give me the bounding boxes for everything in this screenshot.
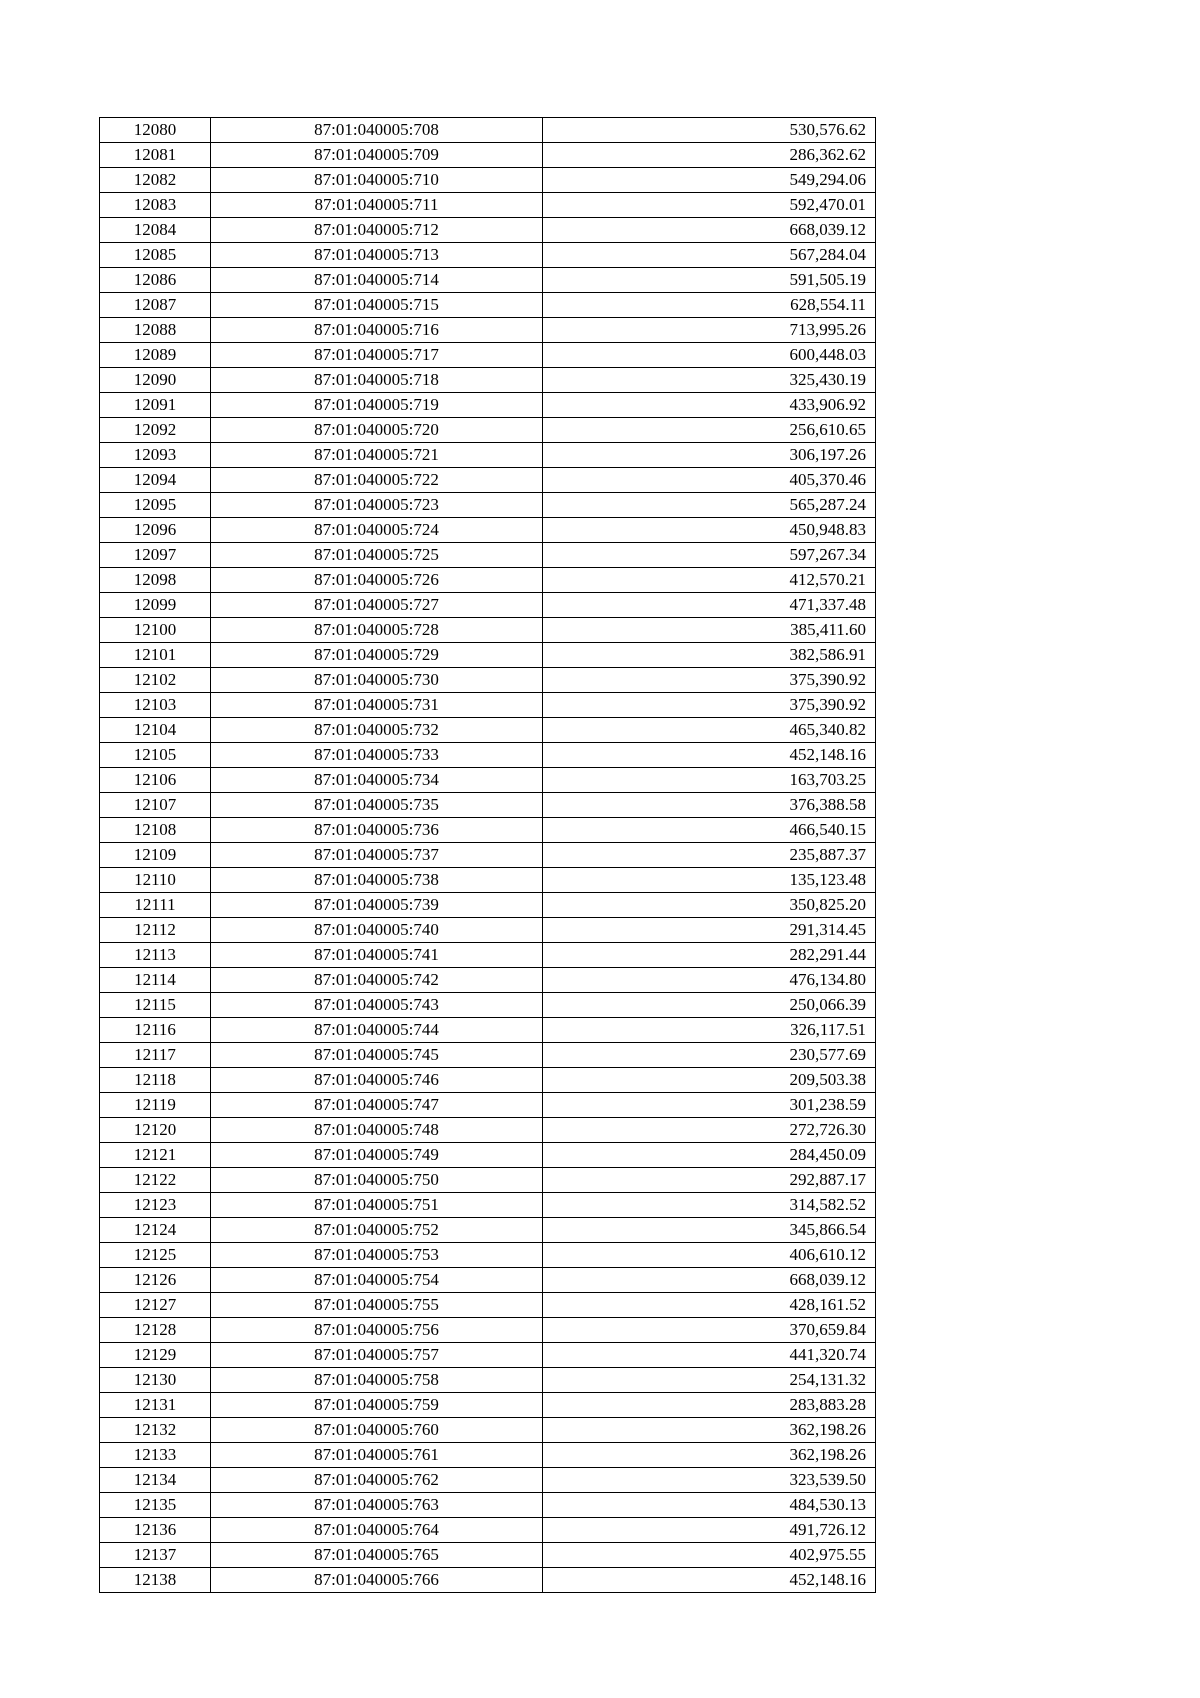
- table-row: [100, 718, 876, 743]
- row-number-cell: 12115: [100, 993, 211, 1018]
- row-number-cell: 12131: [100, 1393, 211, 1418]
- table-row: [100, 1218, 876, 1243]
- value-cell: 385,411.60: [543, 618, 876, 643]
- cadastral-number-cell: 87:01:040005:713: [211, 243, 543, 268]
- table-row: [100, 893, 876, 918]
- cadastral-number-cell: 87:01:040005:727: [211, 593, 543, 618]
- value-cell: 230,577.69: [543, 1043, 876, 1068]
- value-cell: 209,503.38: [543, 1068, 876, 1093]
- cadastral-number-cell: 87:01:040005:716: [211, 318, 543, 343]
- row-number-cell: 12091: [100, 393, 211, 418]
- cadastral-number-cell: 87:01:040005:746: [211, 1068, 543, 1093]
- table-row: [100, 518, 876, 543]
- value-cell: 376,388.58: [543, 793, 876, 818]
- row-number-cell: 12136: [100, 1518, 211, 1543]
- value-cell: 406,610.12: [543, 1243, 876, 1268]
- cadastral-number-cell: 87:01:040005:743: [211, 993, 543, 1018]
- value-cell: 292,887.17: [543, 1168, 876, 1193]
- table-row: [100, 593, 876, 618]
- value-cell: 465,340.82: [543, 718, 876, 743]
- table-row: [100, 1568, 876, 1593]
- value-cell: 284,450.09: [543, 1143, 876, 1168]
- table-row: [100, 1093, 876, 1118]
- row-number-cell: 12124: [100, 1218, 211, 1243]
- row-number-cell: 12120: [100, 1118, 211, 1143]
- cadastral-number-cell: 87:01:040005:766: [211, 1568, 543, 1593]
- row-number-cell: 12138: [100, 1568, 211, 1593]
- cadastral-number-cell: 87:01:040005:759: [211, 1393, 543, 1418]
- cadastral-number-cell: 87:01:040005:751: [211, 1193, 543, 1218]
- cadastral-number-cell: 87:01:040005:726: [211, 568, 543, 593]
- table-row: [100, 568, 876, 593]
- table-row: [100, 1518, 876, 1543]
- cadastral-number-cell: 87:01:040005:757: [211, 1343, 543, 1368]
- cadastral-number-cell: 87:01:040005:712: [211, 218, 543, 243]
- table-row: [100, 1443, 876, 1468]
- value-cell: 466,540.15: [543, 818, 876, 843]
- value-cell: 491,726.12: [543, 1518, 876, 1543]
- table-row: [100, 143, 876, 168]
- row-number-cell: 12100: [100, 618, 211, 643]
- row-number-cell: 12090: [100, 368, 211, 393]
- table-row: [100, 1193, 876, 1218]
- row-number-cell: 12092: [100, 418, 211, 443]
- value-cell: 592,470.01: [543, 193, 876, 218]
- row-number-cell: 12094: [100, 468, 211, 493]
- row-number-cell: 12097: [100, 543, 211, 568]
- row-number-cell: 12080: [100, 118, 211, 143]
- value-cell: 591,505.19: [543, 268, 876, 293]
- table-row: [100, 1393, 876, 1418]
- value-cell: 428,161.52: [543, 1293, 876, 1318]
- row-number-cell: 12099: [100, 593, 211, 618]
- cadastral-number-cell: 87:01:040005:764: [211, 1518, 543, 1543]
- value-cell: 530,576.62: [543, 118, 876, 143]
- table-row: [100, 293, 876, 318]
- cadastral-number-cell: 87:01:040005:735: [211, 793, 543, 818]
- value-cell: 301,238.59: [543, 1093, 876, 1118]
- cadastral-number-cell: 87:01:040005:752: [211, 1218, 543, 1243]
- row-number-cell: 12083: [100, 193, 211, 218]
- table-row: [100, 1318, 876, 1343]
- cadastral-number-cell: 87:01:040005:719: [211, 393, 543, 418]
- value-cell: 235,887.37: [543, 843, 876, 868]
- cadastral-number-cell: 87:01:040005:715: [211, 293, 543, 318]
- cadastral-number-cell: 87:01:040005:739: [211, 893, 543, 918]
- row-number-cell: 12093: [100, 443, 211, 468]
- value-cell: 402,975.55: [543, 1543, 876, 1568]
- value-cell: 476,134.80: [543, 968, 876, 993]
- cadastral-number-cell: 87:01:040005:717: [211, 343, 543, 368]
- row-number-cell: 12107: [100, 793, 211, 818]
- cadastral-number-cell: 87:01:040005:708: [211, 118, 543, 143]
- row-number-cell: 12098: [100, 568, 211, 593]
- row-number-cell: 12135: [100, 1493, 211, 1518]
- table-row: [100, 1143, 876, 1168]
- table-row: [100, 1468, 876, 1493]
- row-number-cell: 12127: [100, 1293, 211, 1318]
- table-row: [100, 343, 876, 368]
- table-row: [100, 943, 876, 968]
- value-cell: 600,448.03: [543, 343, 876, 368]
- row-number-cell: 12082: [100, 168, 211, 193]
- row-number-cell: 12122: [100, 1168, 211, 1193]
- table-row: [100, 693, 876, 718]
- value-cell: 375,390.92: [543, 668, 876, 693]
- table-row: [100, 843, 876, 868]
- table-row: [100, 743, 876, 768]
- value-cell: 484,530.13: [543, 1493, 876, 1518]
- table-row: [100, 818, 876, 843]
- cadastral-number-cell: 87:01:040005:709: [211, 143, 543, 168]
- row-number-cell: 12111: [100, 893, 211, 918]
- cadastral-number-cell: 87:01:040005:738: [211, 868, 543, 893]
- row-number-cell: 12114: [100, 968, 211, 993]
- row-number-cell: 12132: [100, 1418, 211, 1443]
- table-row: [100, 393, 876, 418]
- table-row: [100, 1368, 876, 1393]
- cadastral-number-cell: 87:01:040005:749: [211, 1143, 543, 1168]
- row-number-cell: 12130: [100, 1368, 211, 1393]
- value-cell: 314,582.52: [543, 1193, 876, 1218]
- value-cell: 597,267.34: [543, 543, 876, 568]
- cadastral-number-cell: 87:01:040005:714: [211, 268, 543, 293]
- cadastral-number-cell: 87:01:040005:760: [211, 1418, 543, 1443]
- row-number-cell: 12101: [100, 643, 211, 668]
- cadastral-number-cell: 87:01:040005:734: [211, 768, 543, 793]
- table-row: [100, 468, 876, 493]
- row-number-cell: 12105: [100, 743, 211, 768]
- table-row: [100, 243, 876, 268]
- value-cell: 433,906.92: [543, 393, 876, 418]
- table-row: [100, 1293, 876, 1318]
- value-cell: 471,337.48: [543, 593, 876, 618]
- cadastral-number-cell: 87:01:040005:737: [211, 843, 543, 868]
- value-cell: 565,287.24: [543, 493, 876, 518]
- cadastral-number-cell: 87:01:040005:755: [211, 1293, 543, 1318]
- value-cell: 713,995.26: [543, 318, 876, 343]
- table-row: [100, 643, 876, 668]
- value-cell: 628,554.11: [543, 293, 876, 318]
- table-row: [100, 418, 876, 443]
- row-number-cell: 12133: [100, 1443, 211, 1468]
- row-number-cell: 12095: [100, 493, 211, 518]
- value-cell: 323,539.50: [543, 1468, 876, 1493]
- table-row: [100, 218, 876, 243]
- table-row: [100, 168, 876, 193]
- row-number-cell: 12086: [100, 268, 211, 293]
- table-row: [100, 193, 876, 218]
- cadastral-number-cell: 87:01:040005:762: [211, 1468, 543, 1493]
- cadastral-number-cell: 87:01:040005:747: [211, 1093, 543, 1118]
- cadastral-number-cell: 87:01:040005:745: [211, 1043, 543, 1068]
- cadastral-number-cell: 87:01:040005:718: [211, 368, 543, 393]
- value-cell: 306,197.26: [543, 443, 876, 468]
- row-number-cell: 12110: [100, 868, 211, 893]
- value-cell: 405,370.46: [543, 468, 876, 493]
- table-row: [100, 1118, 876, 1143]
- table-row: [100, 1493, 876, 1518]
- cadastral-number-cell: 87:01:040005:720: [211, 418, 543, 443]
- row-number-cell: 12088: [100, 318, 211, 343]
- cadastral-number-cell: 87:01:040005:753: [211, 1243, 543, 1268]
- cadastral-number-cell: 87:01:040005:725: [211, 543, 543, 568]
- cadastral-number-cell: 87:01:040005:724: [211, 518, 543, 543]
- row-number-cell: 12119: [100, 1093, 211, 1118]
- value-cell: 350,825.20: [543, 893, 876, 918]
- table-row: [100, 618, 876, 643]
- cadastral-number-cell: 87:01:040005:765: [211, 1543, 543, 1568]
- cadastral-number-cell: 87:01:040005:728: [211, 618, 543, 643]
- value-cell: 282,291.44: [543, 943, 876, 968]
- value-cell: 163,703.25: [543, 768, 876, 793]
- row-number-cell: 12125: [100, 1243, 211, 1268]
- row-number-cell: 12108: [100, 818, 211, 843]
- row-number-cell: 12087: [100, 293, 211, 318]
- cadastral-number-cell: 87:01:040005:723: [211, 493, 543, 518]
- table-row: [100, 268, 876, 293]
- row-number-cell: 12081: [100, 143, 211, 168]
- table-row: [100, 368, 876, 393]
- value-cell: 256,610.65: [543, 418, 876, 443]
- cadastral-number-cell: 87:01:040005:722: [211, 468, 543, 493]
- row-number-cell: 12089: [100, 343, 211, 368]
- cadastral-number-cell: 87:01:040005:730: [211, 668, 543, 693]
- row-number-cell: 12106: [100, 768, 211, 793]
- cadastral-number-cell: 87:01:040005:761: [211, 1443, 543, 1468]
- row-number-cell: 12096: [100, 518, 211, 543]
- row-number-cell: 12109: [100, 843, 211, 868]
- row-number-cell: 12117: [100, 1043, 211, 1068]
- table-row: [100, 1543, 876, 1568]
- table-row: [100, 1168, 876, 1193]
- row-number-cell: 12116: [100, 1018, 211, 1043]
- cadastral-number-cell: 87:01:040005:750: [211, 1168, 543, 1193]
- value-cell: 345,866.54: [543, 1218, 876, 1243]
- row-number-cell: 12137: [100, 1543, 211, 1568]
- row-number-cell: 12129: [100, 1343, 211, 1368]
- table-row: [100, 1268, 876, 1293]
- value-cell: 326,117.51: [543, 1018, 876, 1043]
- cadastral-number-cell: 87:01:040005:711: [211, 193, 543, 218]
- cadastral-number-cell: 87:01:040005:740: [211, 918, 543, 943]
- value-cell: 254,131.32: [543, 1368, 876, 1393]
- value-cell: 362,198.26: [543, 1443, 876, 1468]
- cadastral-number-cell: 87:01:040005:756: [211, 1318, 543, 1343]
- row-number-cell: 12121: [100, 1143, 211, 1168]
- cadastral-number-cell: 87:01:040005:754: [211, 1268, 543, 1293]
- value-cell: 549,294.06: [543, 168, 876, 193]
- value-cell: 135,123.48: [543, 868, 876, 893]
- table-row: [100, 443, 876, 468]
- row-number-cell: 12134: [100, 1468, 211, 1493]
- value-cell: 370,659.84: [543, 1318, 876, 1343]
- row-number-cell: 12084: [100, 218, 211, 243]
- cadastral-number-cell: 87:01:040005:729: [211, 643, 543, 668]
- table-row: [100, 1343, 876, 1368]
- row-number-cell: 12126: [100, 1268, 211, 1293]
- cadastral-number-cell: 87:01:040005:731: [211, 693, 543, 718]
- value-cell: 325,430.19: [543, 368, 876, 393]
- table-row: [100, 918, 876, 943]
- table-row: [100, 793, 876, 818]
- row-number-cell: 12103: [100, 693, 211, 718]
- value-cell: 362,198.26: [543, 1418, 876, 1443]
- cadastral-number-cell: 87:01:040005:748: [211, 1118, 543, 1143]
- table-row: [100, 1418, 876, 1443]
- table-row: [100, 543, 876, 568]
- cadastral-number-cell: 87:01:040005:732: [211, 718, 543, 743]
- table-row: [100, 968, 876, 993]
- value-cell: 452,148.16: [543, 1568, 876, 1593]
- value-cell: 272,726.30: [543, 1118, 876, 1143]
- table-row: [100, 868, 876, 893]
- cadastral-number-cell: 87:01:040005:763: [211, 1493, 543, 1518]
- value-cell: 283,883.28: [543, 1393, 876, 1418]
- cadastral-number-cell: 87:01:040005:710: [211, 168, 543, 193]
- value-cell: 291,314.45: [543, 918, 876, 943]
- cadastral-number-cell: 87:01:040005:742: [211, 968, 543, 993]
- table-row: [100, 493, 876, 518]
- table-row: [100, 768, 876, 793]
- value-cell: 375,390.92: [543, 693, 876, 718]
- row-number-cell: 12112: [100, 918, 211, 943]
- cadastral-number-cell: 87:01:040005:721: [211, 443, 543, 468]
- value-cell: 250,066.39: [543, 993, 876, 1018]
- row-number-cell: 12123: [100, 1193, 211, 1218]
- value-cell: 567,284.04: [543, 243, 876, 268]
- value-cell: 441,320.74: [543, 1343, 876, 1368]
- cadastral-number-cell: 87:01:040005:741: [211, 943, 543, 968]
- table-row: [100, 1043, 876, 1068]
- value-cell: 286,362.62: [543, 143, 876, 168]
- value-cell: 668,039.12: [543, 1268, 876, 1293]
- table-row: [100, 1243, 876, 1268]
- value-cell: 382,586.91: [543, 643, 876, 668]
- data-table-body: [100, 118, 876, 1593]
- cadastral-number-cell: 87:01:040005:736: [211, 818, 543, 843]
- row-number-cell: 12118: [100, 1068, 211, 1093]
- row-number-cell: 12102: [100, 668, 211, 693]
- table-row: [100, 1018, 876, 1043]
- cadastral-number-cell: 87:01:040005:758: [211, 1368, 543, 1393]
- table-row: [100, 118, 876, 143]
- row-number-cell: 12085: [100, 243, 211, 268]
- row-number-cell: 12113: [100, 943, 211, 968]
- table-row: [100, 993, 876, 1018]
- row-number-cell: 12128: [100, 1318, 211, 1343]
- row-number-cell: 12104: [100, 718, 211, 743]
- value-cell: 668,039.12: [543, 218, 876, 243]
- value-cell: 450,948.83: [543, 518, 876, 543]
- table-row: [100, 318, 876, 343]
- data-table: [99, 117, 876, 1593]
- table-row: [100, 668, 876, 693]
- cadastral-number-cell: 87:01:040005:744: [211, 1018, 543, 1043]
- table-row: [100, 1068, 876, 1093]
- value-cell: 452,148.16: [543, 743, 876, 768]
- cadastral-number-cell: 87:01:040005:733: [211, 743, 543, 768]
- value-cell: 412,570.21: [543, 568, 876, 593]
